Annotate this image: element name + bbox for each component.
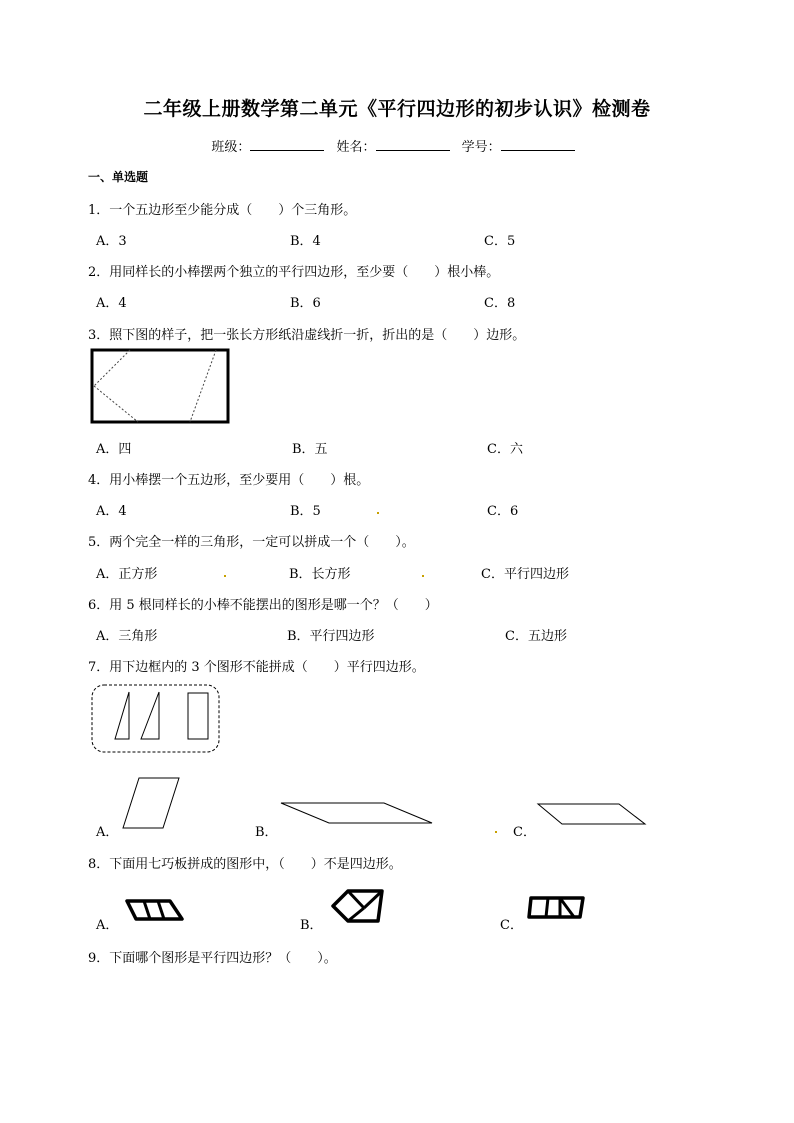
q1-option-a[interactable]: A．3 xyxy=(96,234,127,249)
q5-option-c[interactable]: C．平行四边形 xyxy=(481,567,569,582)
class-label: 班级： xyxy=(211,140,251,155)
q8-option-c-tangram-icon xyxy=(526,895,586,921)
q8-option-c[interactable]: C． xyxy=(500,918,523,933)
q6-option-b[interactable]: B．平行四边形 xyxy=(287,629,375,644)
q1-option-c[interactable]: C．5 xyxy=(484,234,516,249)
question-9: 9．下面哪个图形是平行四边形？（ ）。 xyxy=(88,951,337,966)
q7-option-b-parallelogram-icon xyxy=(280,802,434,824)
q8-option-a-tangram-icon xyxy=(124,898,186,922)
stray-dot xyxy=(495,831,497,833)
question-2: 2．用同样长的小棒摆两个独立的平行四边形，至少要（ ）根小棒。 xyxy=(88,265,500,280)
question-8: 8．下面用七巧板拼成的图形中，（ ）不是四边形。 xyxy=(88,857,402,872)
q4-option-b[interactable]: B．5 xyxy=(290,504,321,519)
q2-option-c[interactable]: C．8 xyxy=(484,296,516,311)
section-heading: 一、单选题 xyxy=(88,170,149,184)
page-title: 二年级上册数学第二单元《平行四边形的初步认识》检测卷 xyxy=(143,98,651,120)
q8-option-a[interactable]: A． xyxy=(96,918,119,933)
q6-option-a[interactable]: A．三角形 xyxy=(96,629,158,644)
q6-option-c[interactable]: C．五边形 xyxy=(505,629,567,644)
id-label: 学号： xyxy=(461,140,501,155)
name-blank[interactable] xyxy=(376,138,450,151)
q7-option-b[interactable]: B． xyxy=(255,825,278,840)
q4-option-c[interactable]: C．6 xyxy=(487,504,519,519)
name-label: 姓名： xyxy=(336,140,376,155)
q2-option-b[interactable]: B．6 xyxy=(290,296,321,311)
q5-option-b[interactable]: B．长方形 xyxy=(289,567,351,582)
q8-option-b[interactable]: B． xyxy=(300,918,323,933)
stray-dot xyxy=(422,575,424,577)
id-blank[interactable] xyxy=(501,138,575,151)
q2-option-a[interactable]: A．4 xyxy=(96,296,127,311)
q3-option-c[interactable]: C．六 xyxy=(487,442,523,457)
question-7: 7．用下边框内的 3 个图形不能拼成（ ）平行四边形。 xyxy=(88,660,425,675)
q3-option-b[interactable]: B．五 xyxy=(292,442,328,457)
question-1: 1．一个五边形至少能分成（ ）个三角形。 xyxy=(88,203,357,218)
q7-option-c[interactable]: C． xyxy=(513,825,536,840)
folded-rectangle-figure xyxy=(90,348,230,424)
question-3: 3．照下图的样子，把一张长方形纸沿虚线折一折，折出的是（ ）边形。 xyxy=(88,328,526,343)
q3-option-a[interactable]: A．四 xyxy=(96,442,132,457)
q8-option-b-tangram-icon xyxy=(330,888,384,924)
class-blank[interactable] xyxy=(250,138,324,151)
question-5: 5．两个完全一样的三角形，一定可以拼成一个（ ）。 xyxy=(88,535,415,550)
q5-option-a[interactable]: A．正方形 xyxy=(96,567,158,582)
student-info-line xyxy=(0,136,794,155)
shapes-in-dashed-frame-figure xyxy=(91,684,221,754)
q4-option-a[interactable]: A．4 xyxy=(96,504,127,519)
q7-option-a[interactable]: A． xyxy=(96,825,119,840)
q1-option-b[interactable]: B．4 xyxy=(290,234,321,249)
q7-option-c-parallelogram-icon xyxy=(537,803,647,825)
stray-dot xyxy=(224,575,226,577)
stray-dot xyxy=(377,512,379,514)
question-6: 6．用 5 根同样长的小棒不能摆出的图形是哪一个？（ ） xyxy=(88,598,438,613)
q7-option-a-parallelogram-icon xyxy=(122,777,182,829)
question-4: 4．用小棒摆一个五边形，至少要用（ ）根。 xyxy=(88,473,370,488)
